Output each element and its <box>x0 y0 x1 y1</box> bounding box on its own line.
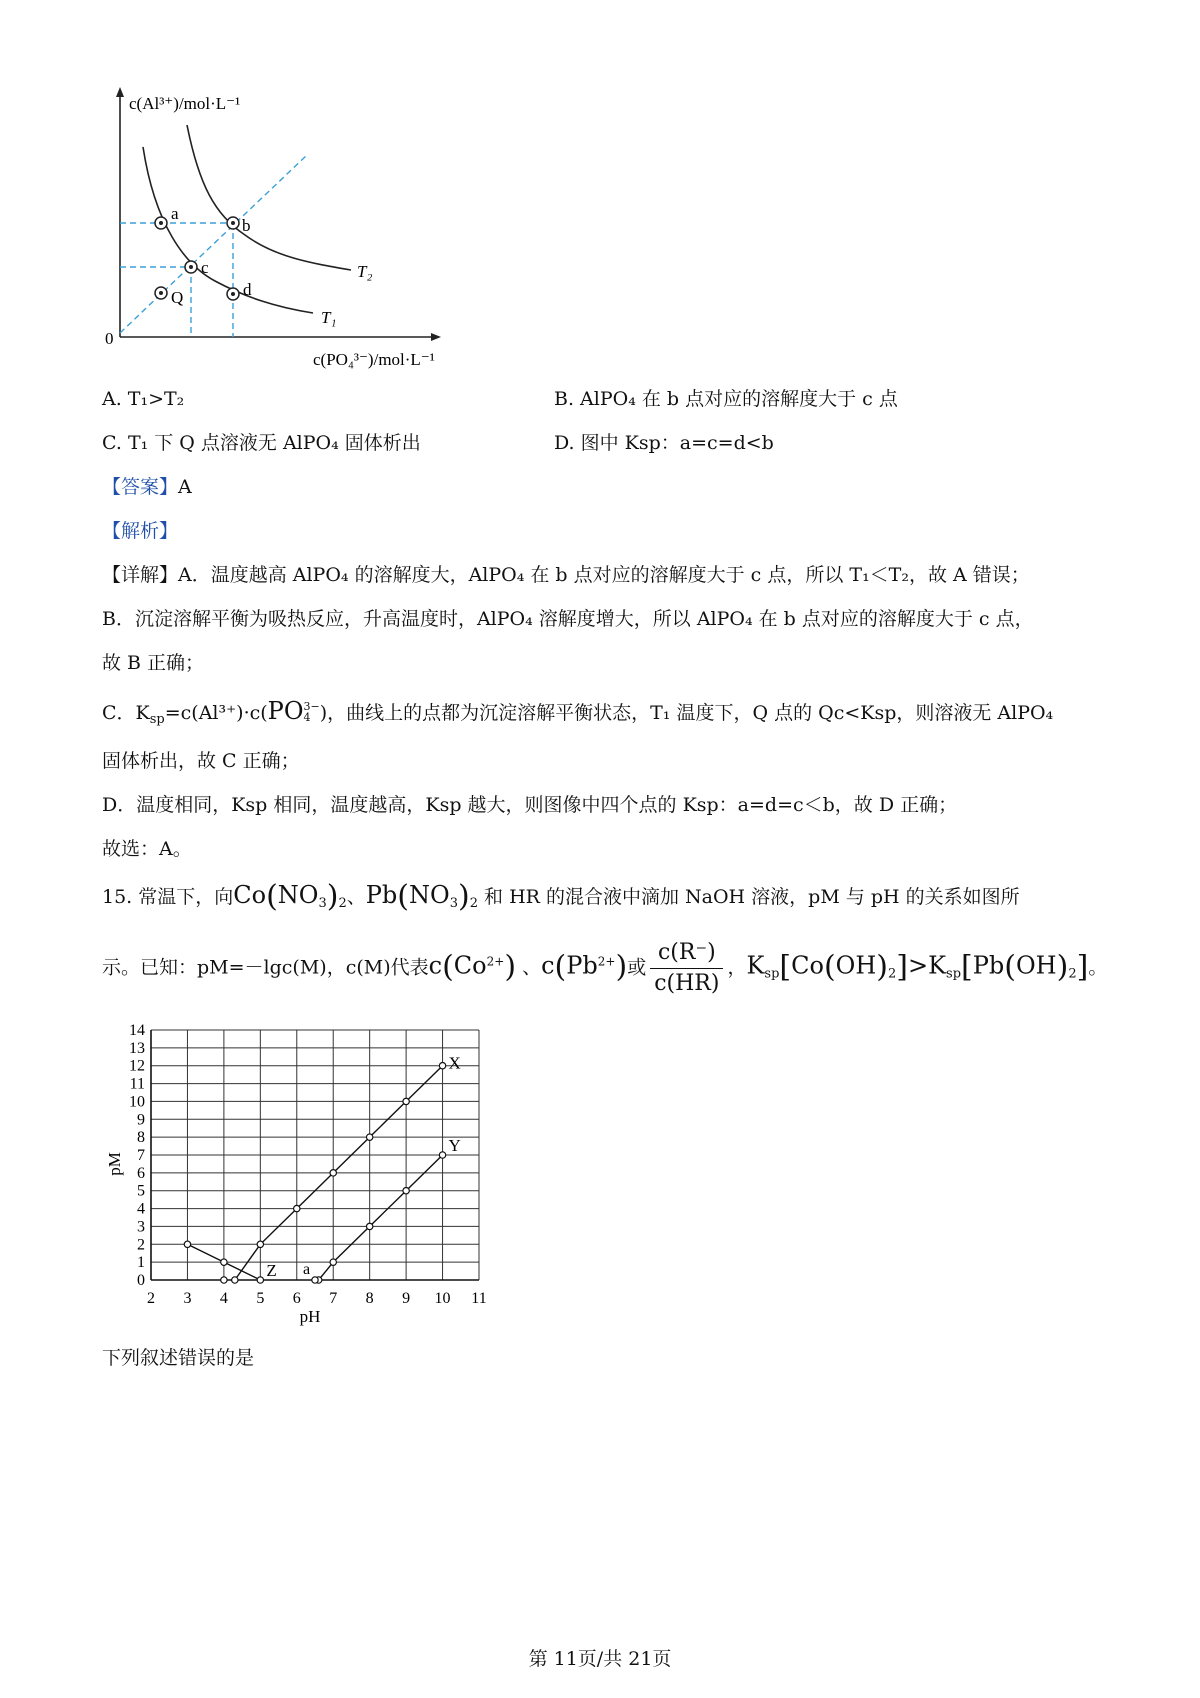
x-tick-label: 3 <box>183 1290 192 1307</box>
option-c: C. T₁ 下 Q 点溶液无 AlPO₄ 固体析出 <box>102 432 421 454</box>
data-point-X <box>294 1205 300 1211</box>
series-line-Y <box>319 1155 443 1280</box>
y-tick-label: 9 <box>137 1111 145 1129</box>
x-tick-label: 9 <box>402 1290 411 1307</box>
x-tick-label: 2 <box>147 1290 155 1307</box>
q15-line-1: 15. 常温下，向$Co(NO_3)_2$、$Pb(NO_3)_2$ 和 HR 的混合液中滴加 NaOH 溶液，pM 与 pH 的关系如图所 <box>102 879 1020 914</box>
explain-line-6: D．温度相同，Ksp 相同，温度越高，Ksp 越大，则图像中四个点的 Ksp：a=d=c＜b，故 D 正确； <box>102 794 958 816</box>
point-Q-label: Q <box>171 288 184 307</box>
point-Q <box>155 287 167 299</box>
data-point-X <box>257 1241 263 1247</box>
y-tick-label: 0 <box>137 1272 145 1289</box>
x-axis-label: pH <box>299 1307 321 1326</box>
y-tick-label: 2 <box>137 1236 145 1254</box>
data-point-X <box>330 1170 336 1176</box>
data-point-X <box>366 1134 372 1140</box>
point-d-label: d <box>243 280 252 299</box>
x-tick-label: 7 <box>329 1290 338 1307</box>
curve-T2 <box>187 125 351 270</box>
question-end: 下列叙述错误的是 <box>102 1347 255 1369</box>
pm-ph-chart <box>100 1020 500 1340</box>
y-axis-label: pM <box>105 1152 124 1176</box>
phosphate-ion: PO <box>267 697 304 725</box>
option-d: D. 图中 Ksp：a=c=d<b <box>554 432 774 454</box>
origin-label: 0 <box>105 329 114 348</box>
point-b-label: b <box>242 216 251 235</box>
data-point-Z <box>184 1241 190 1247</box>
data-point-Z <box>221 1259 227 1265</box>
option-b: B. AlPO₄ 在 b 点对应的溶解度大于 c 点 <box>554 388 898 410</box>
data-point-Y <box>366 1223 372 1229</box>
point-b <box>227 217 239 229</box>
data-point-X <box>403 1098 409 1104</box>
x-tick-label: 10 <box>434 1290 451 1307</box>
series-label-X: X <box>448 1053 461 1073</box>
y-tick-label: 8 <box>137 1129 145 1147</box>
data-point-X <box>232 1277 238 1283</box>
curve-T2-label: T₂ <box>357 262 373 281</box>
data-point-Z <box>257 1277 263 1283</box>
y-axis-arrow <box>116 87 124 97</box>
y-tick-label: 4 <box>137 1200 145 1218</box>
explain-line-2: B．沉淀溶解平衡为吸热反应，升高温度时，AlPO₄ 溶解度增大，所以 AlPO₄ 在 b 点对应的溶解度大于 c 点， <box>102 608 1034 630</box>
answer-value: A <box>178 476 192 498</box>
ratio-fraction: $\frac{c(R^-)}{c(HR)}$ <box>650 938 723 999</box>
point-c <box>185 261 197 273</box>
answer-line <box>102 474 192 500</box>
y-tick-label: 3 <box>137 1218 145 1236</box>
x-tick-label: 8 <box>365 1290 374 1307</box>
series-label-Y: Y <box>448 1136 461 1155</box>
explain-line-5: 固体析出，故 C 正确； <box>102 750 300 772</box>
y-tick-label: 12 <box>129 1057 145 1075</box>
data-point-Y <box>403 1188 409 1194</box>
x-axis-arrow <box>431 333 441 341</box>
x-tick-label: 6 <box>292 1290 301 1307</box>
point-c-label: c <box>201 258 209 277</box>
option-a: A. T₁>T₂ <box>102 388 185 410</box>
analysis-tag: 【解析】 <box>102 520 179 542</box>
x-axis-label: c(PO₄³⁻)/mol·L⁻¹ <box>313 350 435 369</box>
point-d <box>227 288 239 300</box>
y-tick-label: 10 <box>129 1093 145 1111</box>
explain-line-3: 故 B 正确； <box>102 652 205 674</box>
point-label-a: a <box>303 1261 311 1278</box>
y-tick-label: 7 <box>137 1147 145 1164</box>
point-a-label: a <box>171 204 179 223</box>
curve-T1 <box>143 147 313 313</box>
point-a <box>155 217 167 229</box>
y-axis-label: c(Al³⁺)/mol·L⁻¹ <box>129 94 241 113</box>
data-point-X <box>439 1063 445 1069</box>
explain-line-7: 故选：A。 <box>102 838 192 860</box>
data-point-a <box>312 1277 318 1283</box>
y-tick-label: 14 <box>129 1022 145 1039</box>
curve-T1-label: T₁ <box>321 308 337 327</box>
q15-line-2: 示。已知：pM=－lgc(M)，c(M)代表$c(Co^{2+})$ 、$c(Pb^{2+})$或 $\frac{c(R^-)}{c(HR)}$ ，$K_{sp}[Co(OH)_2]>K_{sp}[Pb(OH)_2]$。 <box>102 938 1107 999</box>
x-tick-label: 4 <box>219 1290 228 1307</box>
data-point-Y <box>439 1152 445 1158</box>
x-tick-label: 5 <box>256 1290 265 1307</box>
y-tick-label: 1 <box>137 1254 145 1272</box>
solubility-figure <box>95 85 475 405</box>
y-tick-label: 5 <box>137 1182 145 1200</box>
page-footer: 第 11页/共 21页 <box>528 1648 672 1670</box>
explain-line-4: C．$K_{sp}=c(Al^{3+})\cdot c(PO$ 3− 4 )，曲线上的点都为沉淀溶解平衡状态，T₁ 温度下，Q 点的 Qc<Ksp，则溶液无 AlPO₄ <box>102 697 1054 727</box>
answer-tag: 【答案】 <box>102 476 179 498</box>
x-tick-label: 11 <box>471 1290 487 1307</box>
y-tick-label: 6 <box>137 1164 145 1182</box>
marker-point <box>221 1277 227 1283</box>
y-tick-label: 13 <box>129 1039 145 1057</box>
y-tick-label: 11 <box>129 1075 145 1093</box>
data-point-Y <box>330 1259 336 1265</box>
explain-line-1: 【详解】A．温度越高 AlPO₄ 的溶解度大，AlPO₄ 在 b 点对应的溶解度大于 c 点，所以 T₁＜T₂，故 A 错误； <box>102 564 1030 586</box>
point-label-Z: Z <box>266 1261 277 1280</box>
